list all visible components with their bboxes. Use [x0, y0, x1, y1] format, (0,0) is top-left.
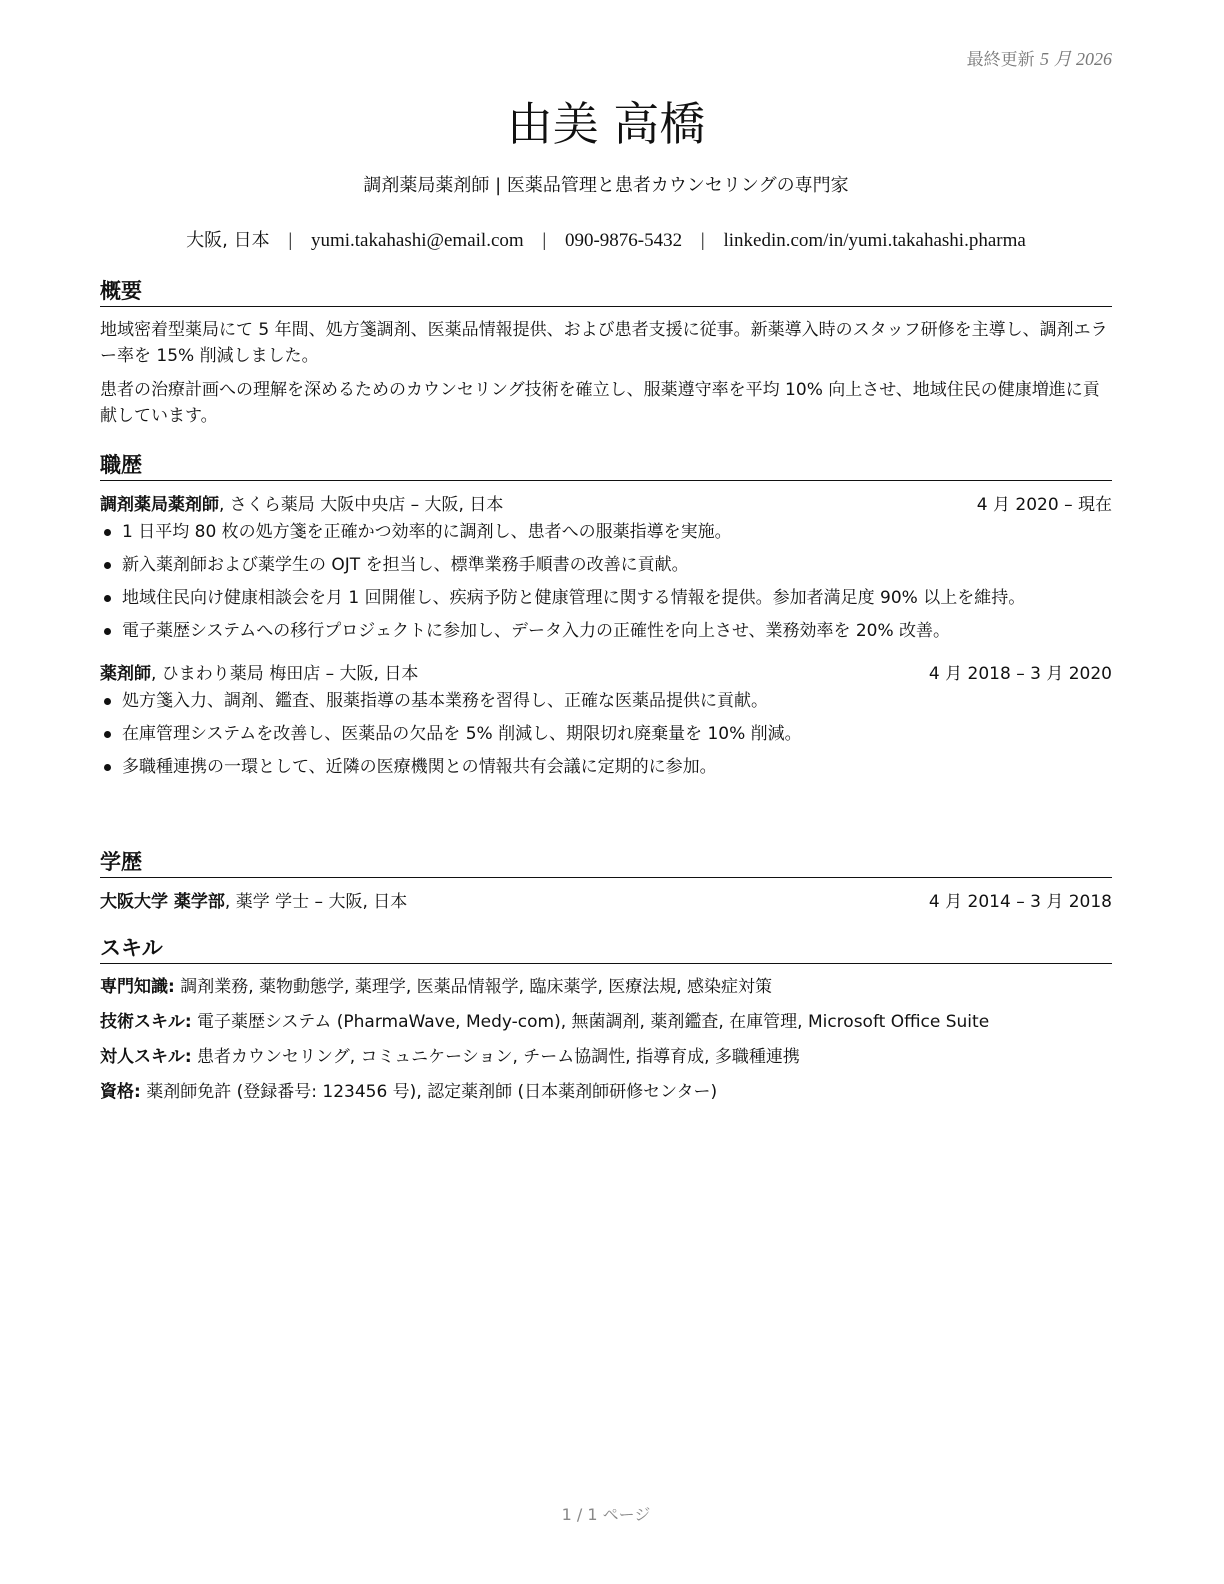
summary-paragraph: 地域密着型薬局にて 5 年間、処方箋調剤、医薬品情報提供、および患者支援に従事。新薬導入時のスタッフ研修を主導し、調剤エラー率を 15% 削減しました。	[100, 320, 1108, 366]
candidate-name: 由美 高橋	[506, 97, 706, 151]
summary-paragraph: 患者の治療計画への理解を深めるためのカウンセリング技術を確立し、服薬遵守率を平均 10% 向上させ、地域住民の健康増進に貢献しています。	[100, 380, 1100, 426]
education-school: 大阪大学 薬学部	[100, 892, 225, 912]
skill-label: 資格:	[100, 1082, 141, 1102]
skill-line	[100, 1044, 1112, 1070]
section-title-skills: スキル	[100, 935, 1112, 964]
skill-value: 調剤業務, 薬物動態学, 薬理学, 医薬品情報学, 臨床薬学, 医療法規, 感染症対策	[174, 977, 773, 997]
job-bullet: 地域住民向け健康相談会を月 1 回開催し、疾病予防と健康管理に関する情報を提供。参加者満足度 90% 以上を維持。	[100, 585, 1112, 611]
contact-separator: |	[700, 230, 705, 251]
page-indicator: 1 / 1 ページ	[561, 1505, 651, 1524]
contact-location: 大阪, 日本	[186, 230, 270, 251]
contact-linkedin[interactable]: linkedin.com/in/yumi.takahashi.pharma	[723, 230, 1026, 251]
contact-line	[100, 226, 1112, 252]
contact-phone[interactable]: 090-9876-5432	[564, 230, 683, 251]
skill-label: 専門知識:	[100, 977, 175, 997]
last-updated-label: 最終更新	[966, 50, 1035, 70]
job-bullet: 在庫管理システムを改善し、医薬品の欠品を 5% 削減し、期限切れ廃棄量を 10% 削減。	[100, 721, 1112, 747]
job-bullet: 新入薬剤師および薬学生の OJT を担当し、標準業務手順書の改善に貢献。	[100, 552, 1112, 578]
section-title-experience: 職歴	[100, 452, 1112, 481]
job-role: 薬剤師	[100, 664, 151, 684]
section-title-summary: 概要	[100, 278, 1112, 307]
resume-page	[100, 0, 1112, 1584]
education-detail: , 薬学 学士 – 大阪, 日本	[224, 892, 408, 912]
skill-value: 薬剤師免許 (登録番号: 123456 号), 認定薬剤師 (日本薬剤師研修センター)	[140, 1082, 718, 1102]
job-dates: 4 月 2020 – 現在	[976, 495, 1112, 515]
headline: 調剤薬局薬剤師 | 医薬品管理と患者カウンセリングの専門家	[363, 175, 849, 196]
skill-line	[100, 1009, 1112, 1035]
job-org: , さくら薬局 大阪中央店 – 大阪, 日本	[219, 495, 504, 515]
skill-line	[100, 1079, 1112, 1105]
job-dates: 4 月 2018 – 3 月 2020	[928, 664, 1112, 684]
education-entry	[100, 888, 1112, 916]
contact-separator: |	[542, 230, 547, 251]
skill-line	[100, 974, 1112, 1000]
skill-label: 技術スキル:	[100, 1012, 192, 1032]
skill-value: 患者カウンセリング, コミュニケーション, チーム協調性, 指導育成, 多職種連携	[191, 1047, 800, 1067]
contact-email[interactable]: yumi.takahashi@email.com	[310, 230, 524, 251]
experience-section	[100, 452, 1112, 787]
job-bullets	[100, 519, 1112, 644]
education-dates: 4 月 2014 – 3 月 2018	[928, 892, 1112, 912]
job-bullet: 処方箋入力、調剤、鑑査、服薬指導の基本業務を習得し、正確な医薬品提供に貢献。	[100, 688, 1112, 714]
job-role: 調剤薬局薬剤師	[100, 495, 219, 515]
job-entry	[100, 660, 1112, 780]
job-org: , ひまわり薬局 梅田店 – 大阪, 日本	[151, 664, 419, 684]
job-entry	[100, 491, 1112, 644]
last-updated	[967, 45, 1112, 71]
skill-value: 電子薬歴システム (PharmaWave, Medy-com), 無菌調剤, 薬剤鑑査, 在庫管理, Microsoft Office Suite	[191, 1012, 990, 1032]
last-updated-date: 5 月 2026	[1040, 49, 1112, 69]
job-header	[100, 491, 1112, 519]
section-title-education: 学歴	[100, 849, 1112, 878]
skills-section	[100, 935, 1112, 1114]
contact-separator: |	[288, 230, 293, 251]
job-bullet: 多職種連携の一環として、近隣の医療機関との情報共有会議に定期的に参加。	[100, 754, 1112, 780]
skill-label: 対人スキル:	[100, 1047, 192, 1067]
job-bullet: 1 日平均 80 枚の処方箋を正確かつ効率的に調剤し、患者への服薬指導を実施。	[100, 519, 1112, 545]
education-section	[100, 849, 1112, 916]
job-bullet: 電子薬歴システムへの移行プロジェクトに参加し、データ入力の正確性を向上させ、業務効率を 20% 改善。	[100, 618, 1112, 644]
job-bullets	[100, 688, 1112, 780]
summary-section	[100, 278, 1112, 437]
job-header	[100, 660, 1112, 688]
